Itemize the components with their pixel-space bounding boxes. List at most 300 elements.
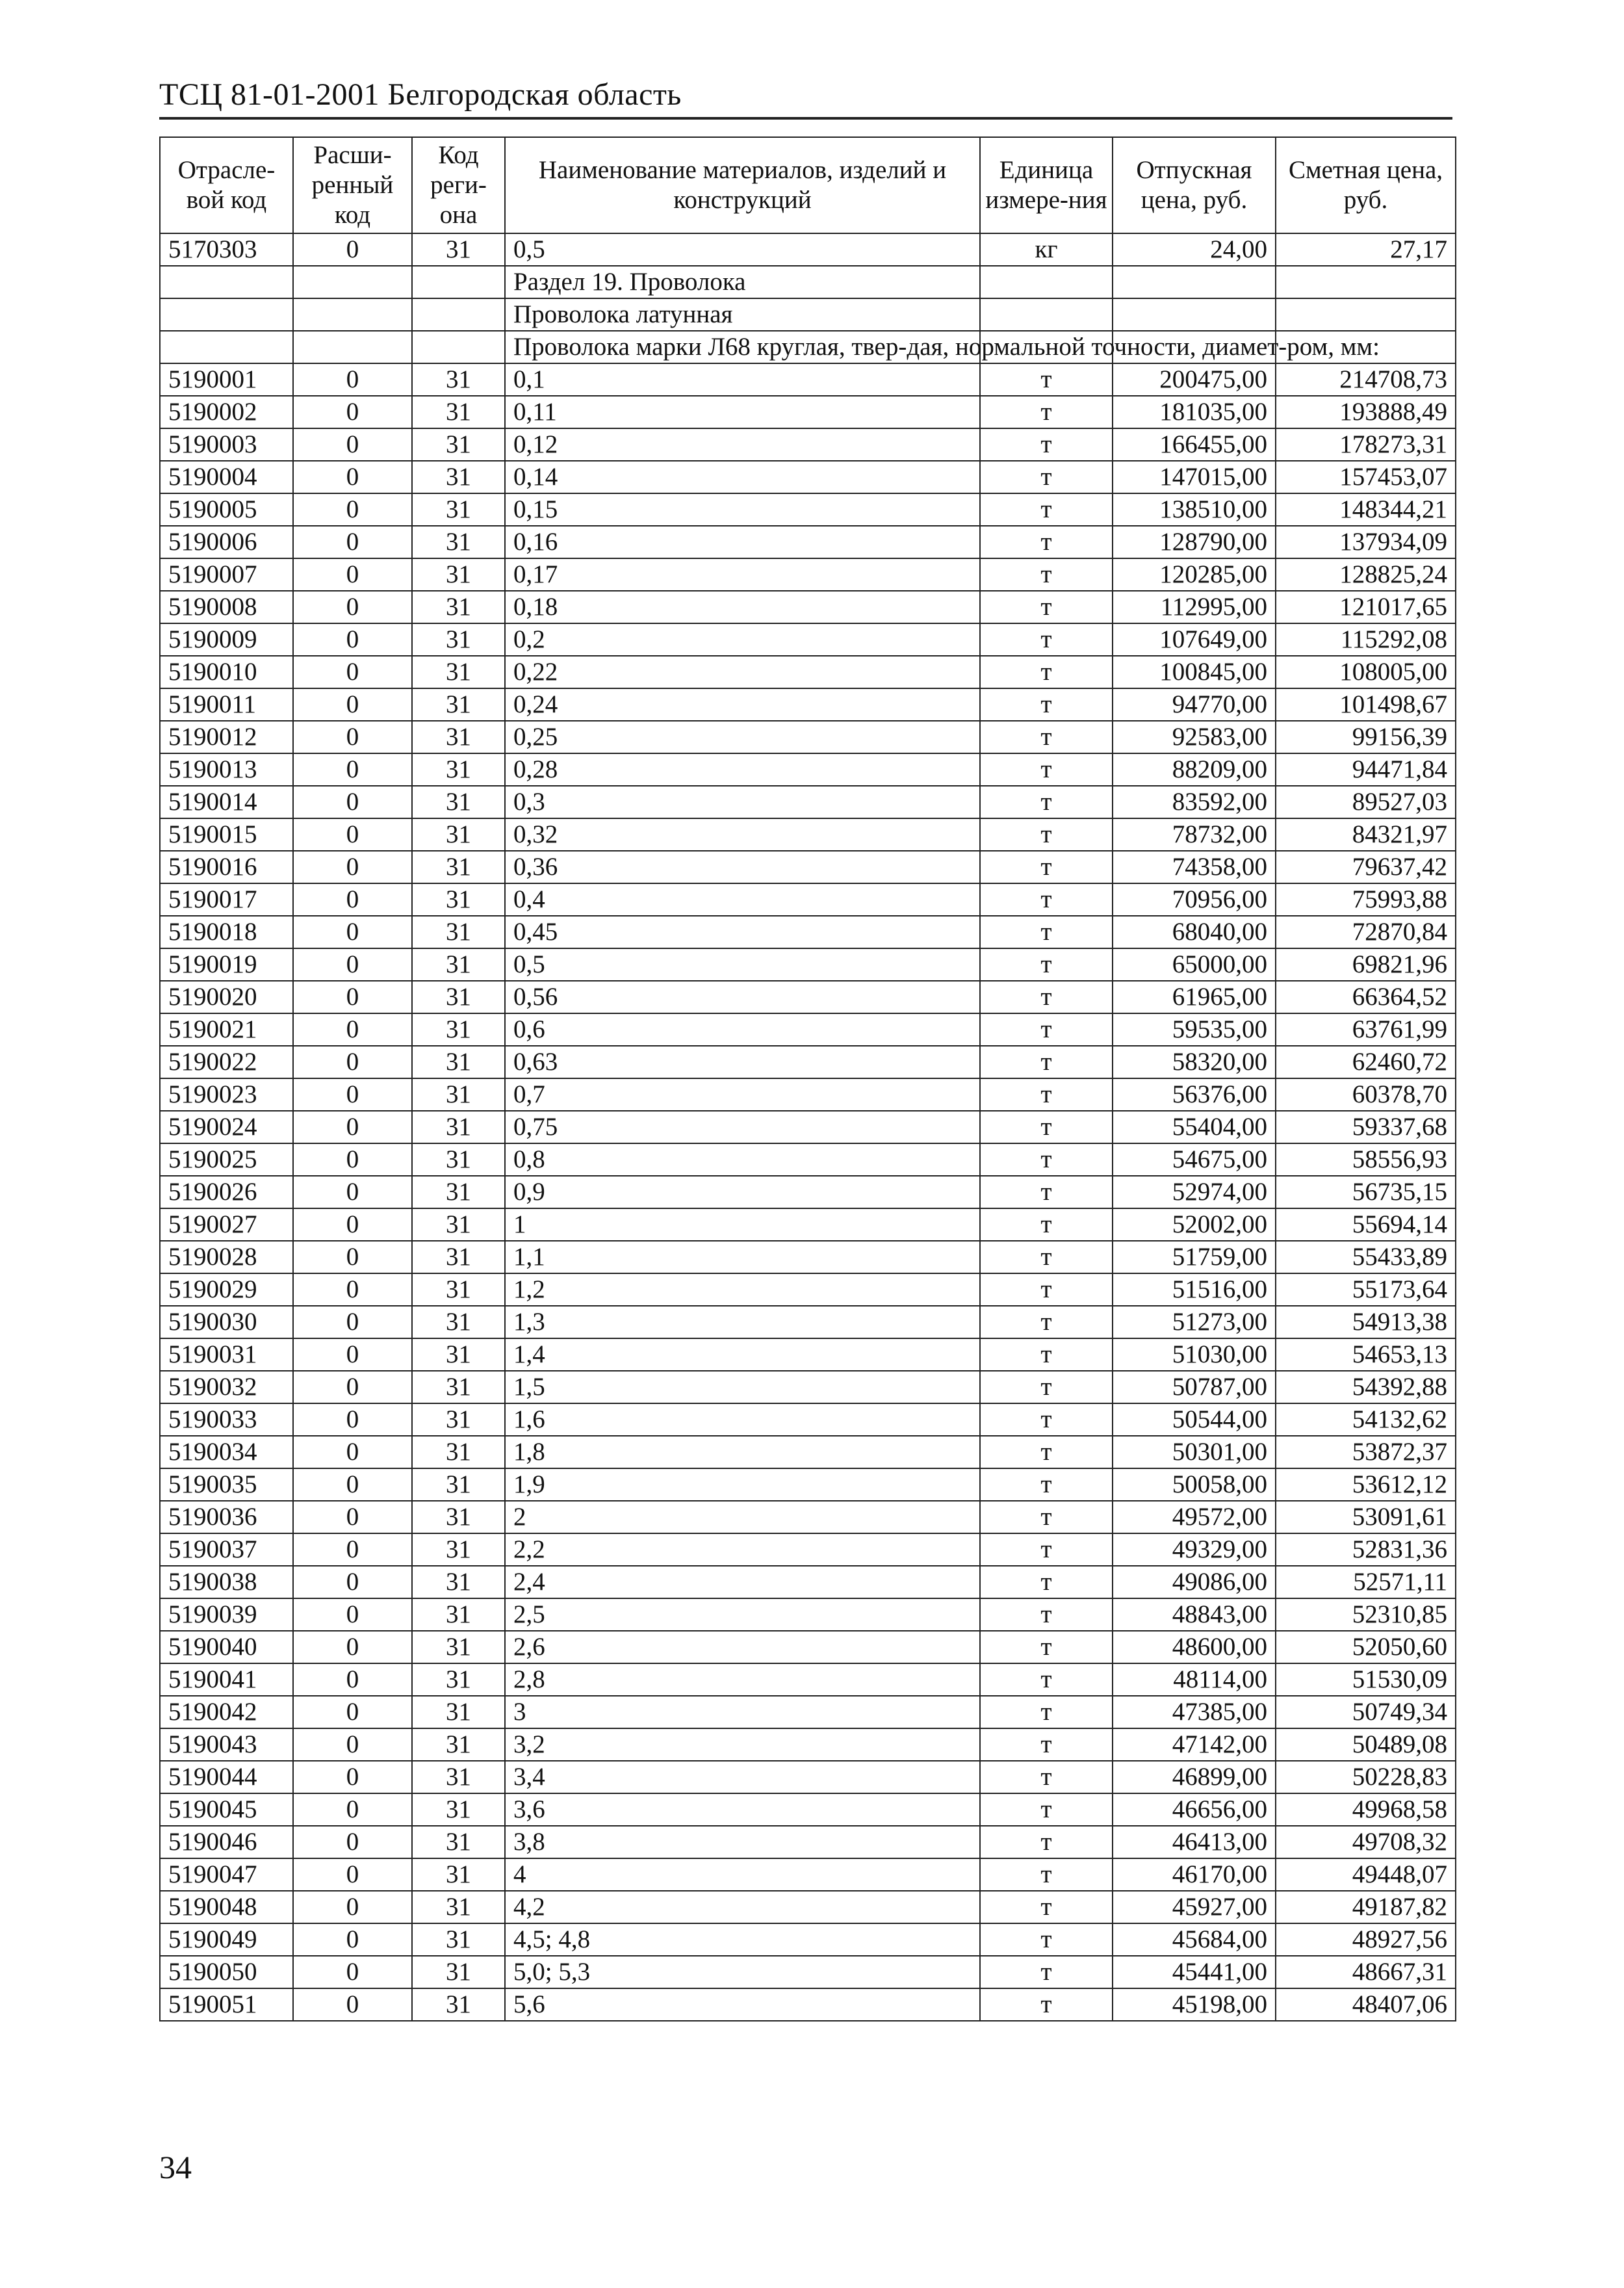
cell-branch-code: 5190046	[160, 1826, 293, 1858]
table-row	[160, 396, 1456, 428]
cell-estimate-price: 69821,96	[1276, 948, 1456, 981]
cell-branch-code: 5190015	[160, 818, 293, 851]
page-number: 34	[159, 2149, 192, 2185]
cell-release-price: 70956,00	[1113, 883, 1276, 916]
cell-estimate-price	[1276, 298, 1456, 331]
cell-material-name: 0,24	[505, 688, 980, 721]
cell-extended-code	[293, 266, 412, 298]
cell-region-code: 31	[412, 1891, 505, 1923]
cell-estimate-price: 52571,11	[1276, 1566, 1456, 1598]
group-heading-row	[160, 298, 1456, 331]
column-header-material-name: Наименование материалов, изделий и конструкций	[505, 137, 980, 233]
cell-branch-code: 5190011	[160, 688, 293, 721]
cell-material-name: 1,9	[505, 1468, 980, 1501]
cell-extended-code: 0	[293, 1208, 412, 1241]
cell-extended-code: 0	[293, 1403, 412, 1436]
cell-estimate-price: 214708,73	[1276, 363, 1456, 396]
cell-material-name: 1,5	[505, 1371, 980, 1403]
cell-region-code: 31	[412, 1371, 505, 1403]
page-header: ТСЦ 81-01-2001 Белгородская область	[159, 77, 682, 112]
cell-extended-code: 0	[293, 916, 412, 948]
table-row	[160, 1956, 1456, 1988]
cell-estimate-price: 53612,12	[1276, 1468, 1456, 1501]
cell-extended-code: 0	[293, 1143, 412, 1176]
cell-material-name: 2,5	[505, 1598, 980, 1631]
cell-unit: т	[980, 1696, 1113, 1728]
cell-estimate-price: 55173,64	[1276, 1273, 1456, 1306]
cell-extended-code: 0	[293, 493, 412, 526]
cell-unit: т	[980, 1436, 1113, 1468]
cell-release-price: 49572,00	[1113, 1501, 1276, 1533]
cell-estimate-price: 115292,08	[1276, 623, 1456, 656]
cell-region-code: 31	[412, 851, 505, 883]
cell-branch-code: 5190045	[160, 1793, 293, 1826]
cell-branch-code: 5190017	[160, 883, 293, 916]
cell-release-price: 49329,00	[1113, 1533, 1276, 1566]
cell-branch-code: 5190033	[160, 1403, 293, 1436]
cell-estimate-price: 54653,13	[1276, 1338, 1456, 1371]
cell-branch-code: 5190012	[160, 721, 293, 753]
cell-estimate-price: 50228,83	[1276, 1761, 1456, 1793]
table-row	[160, 1923, 1456, 1956]
section-heading-row	[160, 266, 1456, 298]
cell-extended-code: 0	[293, 1306, 412, 1338]
cell-extended-code: 0	[293, 1956, 412, 1988]
cell-estimate-price: 121017,65	[1276, 591, 1456, 623]
cell-extended-code: 0	[293, 883, 412, 916]
cell-release-price: 49086,00	[1113, 1566, 1276, 1598]
cell-estimate-price	[1276, 266, 1456, 298]
cell-extended-code: 0	[293, 981, 412, 1013]
cell-region-code: 31	[412, 623, 505, 656]
table-row	[160, 786, 1456, 818]
cell-extended-code: 0	[293, 1923, 412, 1956]
cell-branch-code: 5190002	[160, 396, 293, 428]
cell-region-code: 31	[412, 1793, 505, 1826]
table-row	[160, 1436, 1456, 1468]
cell-unit: т	[980, 1046, 1113, 1078]
cell-extended-code: 0	[293, 1436, 412, 1468]
cell-material-name: 0,12	[505, 428, 980, 461]
cell-estimate-price: 84321,97	[1276, 818, 1456, 851]
cell-material-name: 3,4	[505, 1761, 980, 1793]
cell-release-price	[1113, 298, 1276, 331]
cell-region-code: 31	[412, 688, 505, 721]
cell-unit: т	[980, 883, 1113, 916]
cell-unit: т	[980, 1176, 1113, 1208]
cell-region-code: 31	[412, 1728, 505, 1761]
cell-material-name: 3,2	[505, 1728, 980, 1761]
column-header-estimate-price: Сметная цена, руб.	[1276, 137, 1456, 233]
cell-material-name: Проволока марки Л68 круглая, твер-дая, нормальной точности, диамет-ром, мм:	[505, 331, 980, 363]
cell-region-code: 31	[412, 1566, 505, 1598]
cell-region-code: 31	[412, 916, 505, 948]
cell-release-price: 107649,00	[1113, 623, 1276, 656]
cell-region-code: 31	[412, 883, 505, 916]
cell-branch-code: 5190024	[160, 1111, 293, 1143]
table-row	[160, 493, 1456, 526]
cell-unit: т	[980, 591, 1113, 623]
cell-release-price: 120285,00	[1113, 558, 1276, 591]
table-row	[160, 1891, 1456, 1923]
table-row	[160, 558, 1456, 591]
cell-release-price: 45684,00	[1113, 1923, 1276, 1956]
cell-material-name: 0,36	[505, 851, 980, 883]
cell-region-code: 31	[412, 1241, 505, 1273]
table-row	[160, 428, 1456, 461]
cell-estimate-price: 52831,36	[1276, 1533, 1456, 1566]
table-row	[160, 526, 1456, 558]
cell-extended-code: 0	[293, 1663, 412, 1696]
cell-extended-code	[293, 298, 412, 331]
cell-release-price: 100845,00	[1113, 656, 1276, 688]
table-row	[160, 1858, 1456, 1891]
cell-region-code: 31	[412, 1078, 505, 1111]
cell-extended-code: 0	[293, 233, 412, 266]
cell-extended-code: 0	[293, 1793, 412, 1826]
cell-branch-code: 5190036	[160, 1501, 293, 1533]
cell-estimate-price: 137934,09	[1276, 526, 1456, 558]
cell-release-price: 45441,00	[1113, 1956, 1276, 1988]
cell-unit: т	[980, 396, 1113, 428]
cell-branch-code: 5190047	[160, 1858, 293, 1891]
cell-unit: т	[980, 948, 1113, 981]
cell-estimate-price: 60378,70	[1276, 1078, 1456, 1111]
cell-release-price: 48843,00	[1113, 1598, 1276, 1631]
cell-material-name: 4	[505, 1858, 980, 1891]
cell-region-code	[412, 331, 505, 363]
cell-region-code: 31	[412, 753, 505, 786]
cell-unit: т	[980, 1891, 1113, 1923]
table-row	[160, 656, 1456, 688]
table-row	[160, 363, 1456, 396]
cell-unit: т	[980, 558, 1113, 591]
cell-branch-code: 5190003	[160, 428, 293, 461]
cell-estimate-price: 75993,88	[1276, 883, 1456, 916]
cell-material-name: 1,2	[505, 1273, 980, 1306]
cell-material-name: 4,2	[505, 1891, 980, 1923]
cell-branch-code	[160, 331, 293, 363]
table-row	[160, 981, 1456, 1013]
cell-extended-code: 0	[293, 1891, 412, 1923]
cell-extended-code: 0	[293, 818, 412, 851]
cell-material-name: 0,28	[505, 753, 980, 786]
cell-material-name: 0,25	[505, 721, 980, 753]
cell-release-price: 50787,00	[1113, 1371, 1276, 1403]
table-row	[160, 721, 1456, 753]
cell-estimate-price: 52310,85	[1276, 1598, 1456, 1631]
cell-release-price: 138510,00	[1113, 493, 1276, 526]
table-row	[160, 1501, 1456, 1533]
cell-material-name: 0,1	[505, 363, 980, 396]
table-row	[160, 1988, 1456, 2021]
table-row	[160, 1631, 1456, 1663]
cell-material-name: 3	[505, 1696, 980, 1728]
cell-material-name: 0,5	[505, 233, 980, 266]
cell-branch-code: 5190031	[160, 1338, 293, 1371]
cell-release-price	[1113, 266, 1276, 298]
cell-material-name: 0,3	[505, 786, 980, 818]
cell-branch-code: 5190048	[160, 1891, 293, 1923]
cell-material-name: 0,16	[505, 526, 980, 558]
cell-extended-code: 0	[293, 623, 412, 656]
cell-material-name: 0,2	[505, 623, 980, 656]
cell-release-price: 48114,00	[1113, 1663, 1276, 1696]
cell-region-code: 31	[412, 721, 505, 753]
cell-unit: т	[980, 1111, 1113, 1143]
cell-material-name: 0,7	[505, 1078, 980, 1111]
cell-branch-code: 5190034	[160, 1436, 293, 1468]
cell-unit: т	[980, 688, 1113, 721]
table-row	[160, 1046, 1456, 1078]
cell-extended-code: 0	[293, 1858, 412, 1891]
cell-extended-code: 0	[293, 1241, 412, 1273]
cell-unit: т	[980, 1566, 1113, 1598]
cell-region-code: 31	[412, 1176, 505, 1208]
cell-estimate-price: 55694,14	[1276, 1208, 1456, 1241]
cell-unit: т	[980, 1403, 1113, 1436]
cell-extended-code: 0	[293, 1826, 412, 1858]
table-row	[160, 688, 1456, 721]
cell-branch-code: 5190020	[160, 981, 293, 1013]
cell-release-price: 52974,00	[1113, 1176, 1276, 1208]
cell-release-price: 51030,00	[1113, 1338, 1276, 1371]
cell-branch-code: 5190008	[160, 591, 293, 623]
cell-material-name: 2,4	[505, 1566, 980, 1598]
cell-region-code: 31	[412, 233, 505, 266]
cell-estimate-price: 48667,31	[1276, 1956, 1456, 1988]
cell-release-price: 200475,00	[1113, 363, 1276, 396]
cell-release-price: 88209,00	[1113, 753, 1276, 786]
cell-material-name: 0,8	[505, 1143, 980, 1176]
cell-unit: т	[980, 916, 1113, 948]
cell-region-code: 31	[412, 461, 505, 493]
cell-extended-code: 0	[293, 1176, 412, 1208]
cell-branch-code: 5190025	[160, 1143, 293, 1176]
cell-branch-code: 5190001	[160, 363, 293, 396]
cell-branch-code: 5190042	[160, 1696, 293, 1728]
cell-branch-code: 5190044	[160, 1761, 293, 1793]
cell-region-code: 31	[412, 1273, 505, 1306]
table-row	[160, 1696, 1456, 1728]
cell-region-code: 31	[412, 786, 505, 818]
table-row	[160, 1241, 1456, 1273]
cell-region-code: 31	[412, 1761, 505, 1793]
cell-branch-code: 5190006	[160, 526, 293, 558]
cell-region-code: 31	[412, 948, 505, 981]
cell-release-price: 74358,00	[1113, 851, 1276, 883]
cell-material-name: 0,4	[505, 883, 980, 916]
cell-unit: т	[980, 818, 1113, 851]
cell-branch-code: 5190022	[160, 1046, 293, 1078]
cell-release-price: 181035,00	[1113, 396, 1276, 428]
cell-estimate-price: 79637,42	[1276, 851, 1456, 883]
cell-release-price: 24,00	[1113, 233, 1276, 266]
cell-estimate-price: 178273,31	[1276, 428, 1456, 461]
cell-region-code	[412, 266, 505, 298]
cell-extended-code: 0	[293, 1338, 412, 1371]
cell-region-code: 31	[412, 1403, 505, 1436]
column-header-unit: Единица измере-ния	[980, 137, 1113, 233]
column-header-release-price: Отпускная цена, руб.	[1113, 137, 1276, 233]
cell-extended-code: 0	[293, 721, 412, 753]
cell-branch-code: 5190040	[160, 1631, 293, 1663]
cell-region-code: 31	[412, 558, 505, 591]
cell-estimate-price: 54132,62	[1276, 1403, 1456, 1436]
cell-branch-code: 5190018	[160, 916, 293, 948]
cell-region-code: 31	[412, 1826, 505, 1858]
cell-release-price: 45198,00	[1113, 1988, 1276, 2021]
cell-extended-code: 0	[293, 1988, 412, 2021]
cell-branch-code: 5190009	[160, 623, 293, 656]
cell-release-price: 46656,00	[1113, 1793, 1276, 1826]
cell-material-name: 2,2	[505, 1533, 980, 1566]
cell-branch-code: 5190010	[160, 656, 293, 688]
table-row	[160, 1403, 1456, 1436]
cell-region-code: 31	[412, 1956, 505, 1988]
table-row	[160, 1111, 1456, 1143]
cell-unit: т	[980, 1533, 1113, 1566]
cell-unit: т	[980, 461, 1113, 493]
cell-material-name: 1	[505, 1208, 980, 1241]
cell-branch-code: 5190027	[160, 1208, 293, 1241]
table-row	[160, 948, 1456, 981]
cell-region-code: 31	[412, 591, 505, 623]
cell-release-price: 58320,00	[1113, 1046, 1276, 1078]
cell-release-price: 52002,00	[1113, 1208, 1276, 1241]
cell-branch-code	[160, 298, 293, 331]
table-row	[160, 916, 1456, 948]
cell-release-price: 50301,00	[1113, 1436, 1276, 1468]
cell-release-price: 112995,00	[1113, 591, 1276, 623]
cell-release-price: 46899,00	[1113, 1761, 1276, 1793]
cell-material-name: 1,1	[505, 1241, 980, 1273]
cell-extended-code: 0	[293, 558, 412, 591]
table-row	[160, 1338, 1456, 1371]
cell-material-name: 0,75	[505, 1111, 980, 1143]
cell-region-code: 31	[412, 1923, 505, 1956]
table-row	[160, 1013, 1456, 1046]
cell-estimate-price: 193888,49	[1276, 396, 1456, 428]
cell-estimate-price: 54392,88	[1276, 1371, 1456, 1403]
cell-estimate-price: 49448,07	[1276, 1858, 1456, 1891]
cell-material-name: 0,6	[505, 1013, 980, 1046]
table-row	[160, 233, 1456, 266]
cell-region-code: 31	[412, 1858, 505, 1891]
cell-region-code: 31	[412, 1468, 505, 1501]
table-row	[160, 818, 1456, 851]
cell-region-code: 31	[412, 1696, 505, 1728]
cell-unit: т	[980, 1208, 1113, 1241]
table-row	[160, 883, 1456, 916]
cell-release-price: 59535,00	[1113, 1013, 1276, 1046]
cell-extended-code: 0	[293, 1501, 412, 1533]
cell-material-name: 0,63	[505, 1046, 980, 1078]
cell-material-name: Раздел 19. Проволока	[505, 266, 980, 298]
cell-material-name: 0,45	[505, 916, 980, 948]
cell-material-name: 5,6	[505, 1988, 980, 2021]
cell-branch-code: 5190023	[160, 1078, 293, 1111]
cell-region-code: 31	[412, 1013, 505, 1046]
cell-branch-code: 5190043	[160, 1728, 293, 1761]
cell-extended-code: 0	[293, 1728, 412, 1761]
cell-extended-code: 0	[293, 1111, 412, 1143]
cell-estimate-price: 128825,24	[1276, 558, 1456, 591]
cell-material-name: Проволока латунная	[505, 298, 980, 331]
cell-estimate-price: 48407,06	[1276, 1988, 1456, 2021]
table-row	[160, 851, 1456, 883]
cell-branch-code: 5190004	[160, 461, 293, 493]
cell-region-code: 31	[412, 1988, 505, 2021]
cell-release-price: 61965,00	[1113, 981, 1276, 1013]
column-header-extended-code: Расши-ренный код	[293, 137, 412, 233]
cell-estimate-price: 58556,93	[1276, 1143, 1456, 1176]
cell-unit	[980, 266, 1113, 298]
cell-extended-code: 0	[293, 1468, 412, 1501]
table-row	[160, 1306, 1456, 1338]
table-row	[160, 1598, 1456, 1631]
cell-extended-code: 0	[293, 363, 412, 396]
cell-release-price: 46413,00	[1113, 1826, 1276, 1858]
cell-release-price: 51516,00	[1113, 1273, 1276, 1306]
cell-extended-code: 0	[293, 1631, 412, 1663]
table-row	[160, 1533, 1456, 1566]
cell-estimate-price: 99156,39	[1276, 721, 1456, 753]
cell-release-price: 94770,00	[1113, 688, 1276, 721]
cell-unit: т	[980, 1241, 1113, 1273]
cell-release-price: 166455,00	[1113, 428, 1276, 461]
cell-material-name: 0,17	[505, 558, 980, 591]
table-row	[160, 1566, 1456, 1598]
cell-estimate-price: 148344,21	[1276, 493, 1456, 526]
cell-region-code: 31	[412, 1208, 505, 1241]
cell-unit: т	[980, 493, 1113, 526]
cell-branch-code: 5190014	[160, 786, 293, 818]
cell-unit: т	[980, 786, 1113, 818]
cell-material-name: 0,14	[505, 461, 980, 493]
cell-release-price: 48600,00	[1113, 1631, 1276, 1663]
cell-extended-code: 0	[293, 461, 412, 493]
cell-material-name: 3,8	[505, 1826, 980, 1858]
table-row	[160, 1143, 1456, 1176]
cell-release-price: 128790,00	[1113, 526, 1276, 558]
cell-region-code: 31	[412, 493, 505, 526]
table-row	[160, 1728, 1456, 1761]
cell-estimate-price: 72870,84	[1276, 916, 1456, 948]
cell-extended-code: 0	[293, 1696, 412, 1728]
table-row	[160, 1793, 1456, 1826]
cell-branch-code: 5190029	[160, 1273, 293, 1306]
cell-region-code: 31	[412, 981, 505, 1013]
cell-estimate-price: 49187,82	[1276, 1891, 1456, 1923]
cell-branch-code: 5190050	[160, 1956, 293, 1988]
cell-release-price: 56376,00	[1113, 1078, 1276, 1111]
cell-material-name: 0,56	[505, 981, 980, 1013]
cell-estimate-price: 52050,60	[1276, 1631, 1456, 1663]
cell-material-name: 0,9	[505, 1176, 980, 1208]
cell-extended-code: 0	[293, 656, 412, 688]
cell-release-price: 46170,00	[1113, 1858, 1276, 1891]
cell-region-code: 31	[412, 1143, 505, 1176]
cell-release-price: 78732,00	[1113, 818, 1276, 851]
cell-material-name: 0,18	[505, 591, 980, 623]
cell-material-name: 1,8	[505, 1436, 980, 1468]
table-row	[160, 591, 1456, 623]
cell-region-code: 31	[412, 1338, 505, 1371]
cell-material-name: 5,0; 5,3	[505, 1956, 980, 1988]
cell-material-name: 0,32	[505, 818, 980, 851]
table-body	[160, 233, 1456, 2021]
